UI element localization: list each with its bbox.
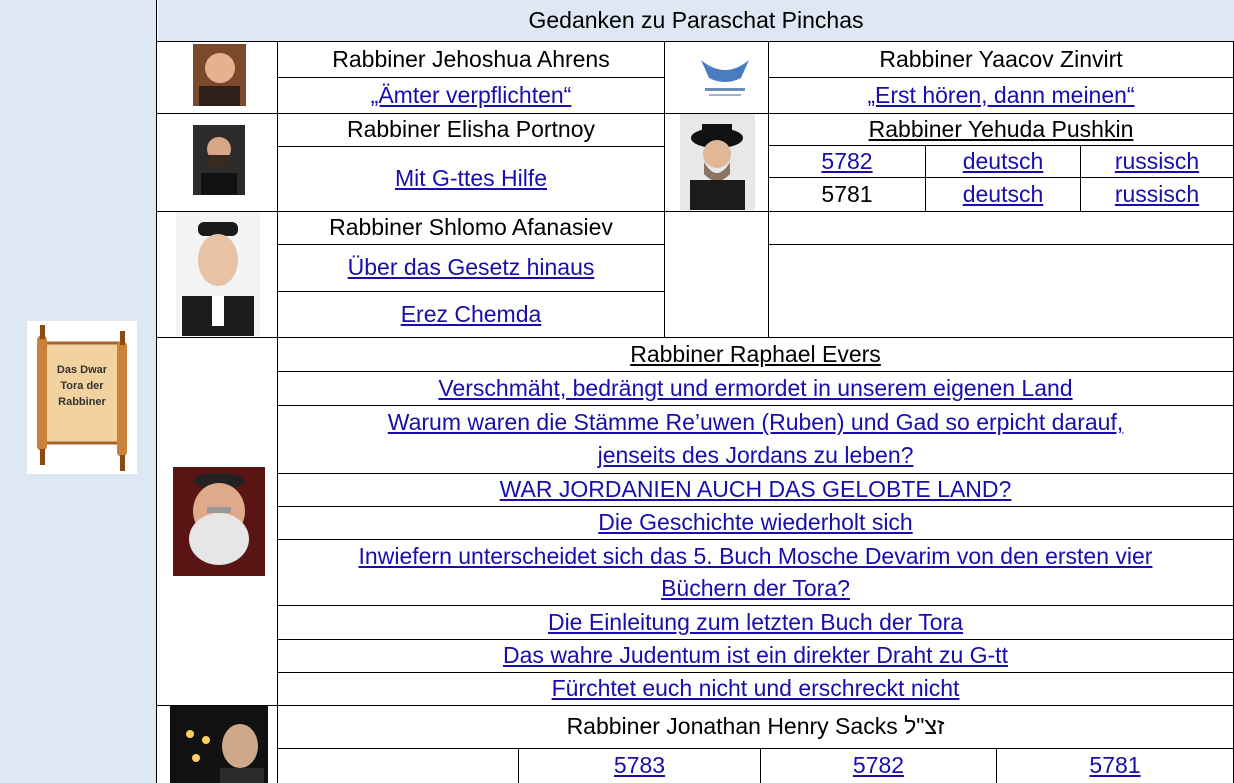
evers-link-2b[interactable]: jenseits des Jordans zu leben? (597, 442, 914, 469)
evers-link-7[interactable]: Das wahre Judentum ist ein direkter Draht zu G-tt (503, 642, 1008, 669)
evers-link-4[interactable]: Die Geschichte wiederholt sich (598, 509, 913, 536)
sacks-photo (170, 706, 268, 783)
afanasiev-photo (176, 212, 260, 336)
logo-line-3: Rabbiner (58, 396, 106, 408)
afanasiev-name: Rabbiner Shlomo Afanasiev (329, 214, 613, 241)
ahrens-link[interactable]: „Ämter verpflichten“ (370, 81, 572, 108)
dwar-tora-logo[interactable] (27, 321, 137, 474)
portnoy-name: Rabbiner Elisha Portnoy (346, 116, 596, 143)
evers-photo (173, 467, 265, 576)
evers-link-3[interactable]: WAR JORDANIEN AUCH DAS GELOBTE LAND? (499, 476, 1012, 503)
torah-scroll-icon (27, 321, 137, 474)
evers-link-5b[interactable]: Büchern der Tora? (661, 574, 850, 601)
zinvirt-link[interactable]: „Erst hören, dann meinen“ (867, 81, 1135, 108)
person-photo (680, 114, 755, 210)
sacks-year-5781[interactable]: 5781 (1089, 752, 1141, 779)
ahrens-name: Rabbiner Jehoshua Ahrens (332, 45, 610, 72)
sacks-name: Rabbiner Jonathan Henry Sacks זצ"ל (566, 713, 945, 740)
sacks-year-5782[interactable]: 5782 (852, 752, 905, 779)
person-photo (170, 706, 268, 783)
logo-line-2: Tora der (60, 380, 104, 392)
divider (664, 41, 665, 337)
zinvirt-logo (695, 50, 755, 102)
afanasiev-link-2[interactable]: Erez Chemda (400, 300, 542, 327)
person-photo (173, 467, 265, 576)
ahrens-photo (193, 44, 246, 106)
divider (768, 244, 1234, 245)
evers-link-6[interactable]: Die Einleitung zum letzten Buch der Tora (547, 608, 964, 635)
pushkin-5782-deutsch[interactable]: deutsch (962, 147, 1044, 174)
person-photo (193, 125, 245, 195)
portnoy-photo (193, 125, 245, 195)
pushkin-photo (680, 114, 755, 210)
portnoy-link[interactable]: Mit G-ttes Hilfe (394, 165, 548, 192)
evers-link-5a[interactable]: Inwiefern unterscheidet sich das 5. Buch Mosche Devarim von den ersten vier (358, 542, 1153, 569)
page-title: Gedanken zu Paraschat Pinchas (158, 0, 1234, 41)
person-photo (193, 44, 246, 106)
pushkin-5782-russisch[interactable]: russisch (1114, 147, 1200, 174)
evers-link-2a[interactable]: Warum waren die Stämme Re’uwen (Ruben) und Gad so erpicht darauf, (387, 409, 1124, 436)
sacks-year-5783[interactable]: 5783 (613, 752, 666, 779)
conference-logo (695, 50, 755, 102)
pushkin-5781-deutsch[interactable]: deutsch (962, 180, 1044, 207)
pushkin-5781-russisch[interactable]: russisch (1114, 180, 1200, 207)
logo-line-1: Das Dwar (56, 364, 108, 376)
evers-name: Rabbiner Raphael Evers (630, 340, 881, 367)
evers-link-1[interactable]: Verschmäht, bedrängt und ermordet in unserem eigenen Land (438, 374, 1073, 401)
pushkin-year-5781: 5781 (821, 180, 873, 207)
person-photo (176, 212, 260, 336)
pushkin-year-5782[interactable]: 5782 (821, 147, 873, 174)
afanasiev-link-1[interactable]: Über das Gesetz hinaus (347, 254, 595, 281)
evers-link-8[interactable]: Fürchtet euch nicht und erschreckt nicht (551, 675, 960, 702)
pushkin-name: Rabbiner Yehuda Pushkin (868, 115, 1134, 142)
zinvirt-name: Rabbiner Yaacov Zinvirt (879, 45, 1123, 72)
